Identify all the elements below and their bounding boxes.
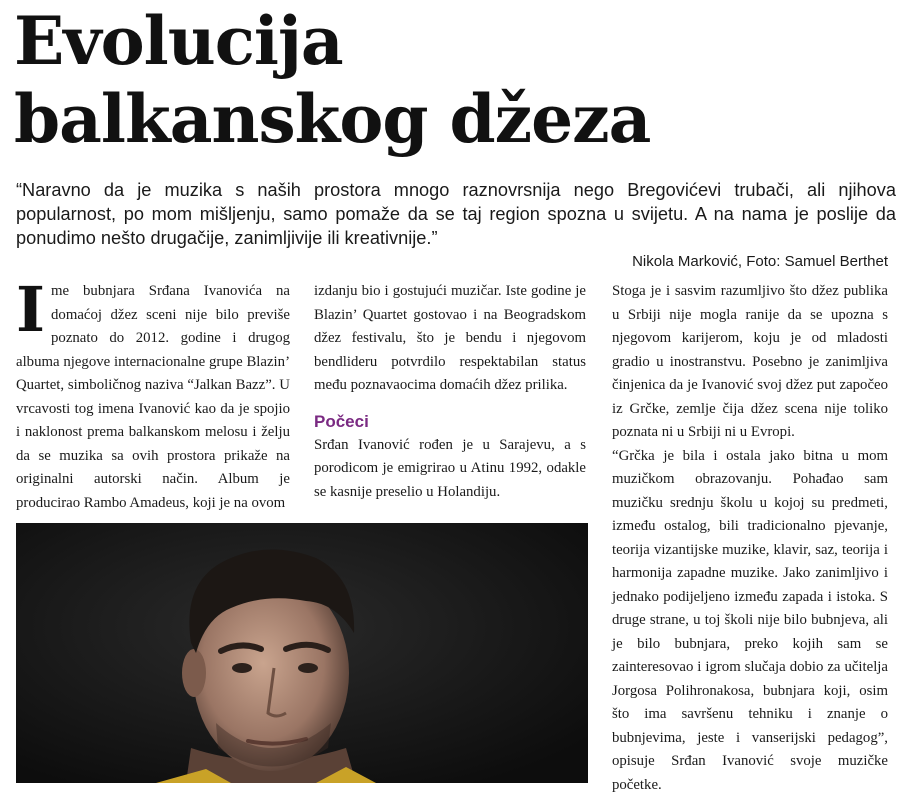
column-3	[612, 280, 888, 797]
drop-cap: I	[16, 280, 51, 336]
title-line-1: Evolucija	[14, 2, 904, 80]
column-2	[314, 280, 586, 504]
portrait-illustration	[16, 523, 588, 783]
article-title	[14, 2, 904, 158]
column-1	[16, 280, 290, 515]
lead-quote: “Naravno da je muzika s naših prostora mnogo raznovrsnija nego Bregovićevi trubači, ali njihova popularnost, po mom mišljenju, samo pomaže da se taj region spozna u svijetu. A na nama je poslije da ponudimo nešto drugačije, zanimljivije ili kreativnije.”	[16, 178, 896, 250]
column-2-text: izdanju bio i gostujući muzičar. Iste godine je Blazin’ Quartet gostovao i na Beogradskom džez festivalu, što je bendu i njegovom bendlideru potvrdilo respektabilan status među poznavaocima domaćih džez prilika.	[314, 280, 586, 398]
section-heading-poceci: Počeci	[314, 410, 586, 434]
column-3-paragraph-1: Stoga je i sasvim razumljivo što džez publika u Srbiji nije mogla ranije da se upozna s njegovom karijerom, koju je od mladosti gradio u inostranstvu. Posebno je zanimljiva činjenica da je Ivanović svoj džez put započeo iz Grčke, zemlje čija džez scena nije toliko poznata ni u Srbiji ni u Evropi.	[612, 280, 888, 445]
author-photo-credit: Nikola Marković, Foto: Samuel Berthet	[632, 252, 888, 272]
column-1-text: me bubnjara Srđana Ivanovića na domaćoj džez sceni nije bilo previše poznato do 2012. godine i drugog albuma njegove internacionalne grupe Blazin’ Quartet, simboličnog naziva “Jalkan Bazz”. U vrcavosti tog imena Ivanović kao da je spojio i naklonost prema balkanskom melosu i želju da se muzika sa ovih prostora prikaže na originalni autorski način. Album je producirao Rambo Amadeus, koji je na ovom	[16, 280, 290, 515]
portrait-photo	[16, 523, 588, 783]
column-3-paragraph-2: “Grčka je bila i ostala jako bitna u mom muzičkom obrazovanju. Pohađao sam muzičku srednju školu u kojoj su predmeti, između ostalog, bili tradicionalno pjevanje, teorija vizantijske muzike, klavir, saz, teorija i harmonija zapadne muzike. Jako zanimljivo i jednako podijeljeno između zapada i istoka. S druge strane, u toj školi nije bilo bubnjeva, ali je bilo bubnjara, preko kojih sam se zainteresovao i igrom slučaja dobio za učitelja Jorgosa Polihronakosa, bubnjara koji, osim što ima savršenu tehniku i znanje o bubnjevima, jeste i vanserijski pedagog”, opisuje Srđan Ivanović svoje muzičke početke.	[612, 445, 888, 797]
title-line-2: balkanskog džeza	[14, 80, 904, 158]
column-2-text-2: Srđan Ivanović rođen je u Sarajevu, a s porodicom je emigrirao u Atinu 1992, odakle se kasnije preselio u Holandiju.	[314, 434, 586, 505]
